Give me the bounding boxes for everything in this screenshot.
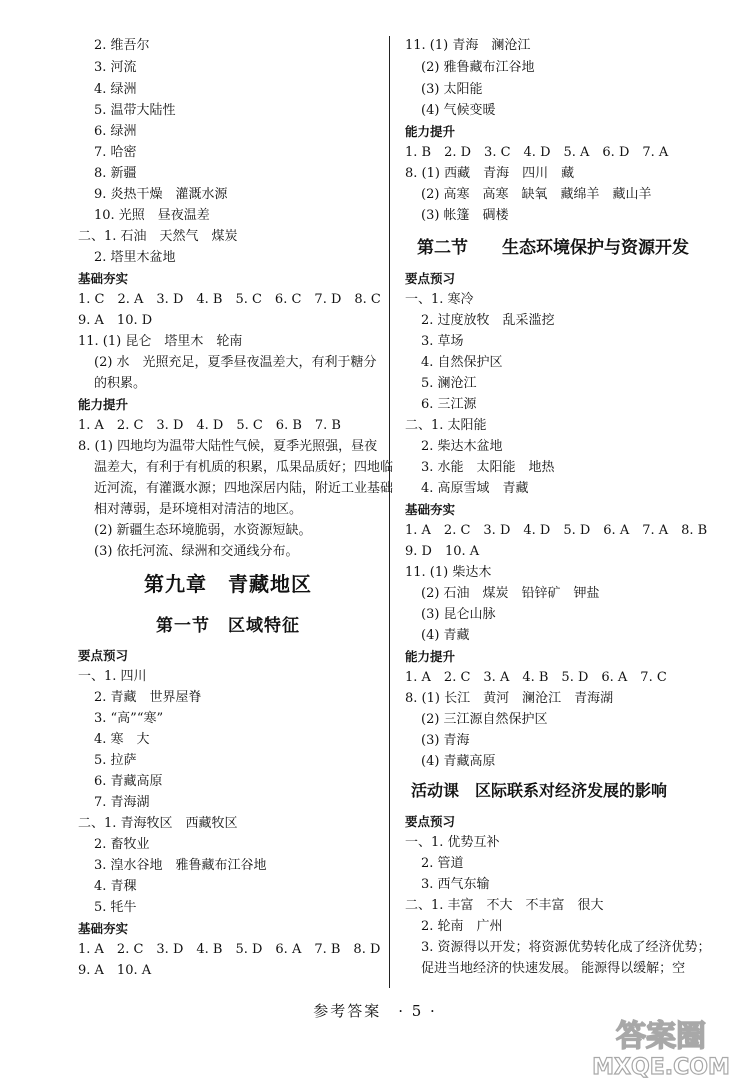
section-label-nengli: 能力提升	[78, 397, 129, 412]
answer-line: (3) 太阳能	[421, 82, 483, 97]
answer-line: 11. (1) 柴达木	[405, 565, 492, 580]
answer-line: 6. 三江源	[421, 397, 477, 412]
answer-line: 1. A 2. C 3. D 4. B 5. D 6. A 7. B 8. D	[78, 942, 381, 957]
answer-line: 1. C 2. A 3. D 4. B 5. C 6. C 7. D 8. C	[78, 292, 381, 307]
answer-line: 一、1. 四川	[78, 669, 147, 684]
answer-line: 4. 青稞	[94, 879, 137, 894]
answer-line: 2. 轮南 广州	[421, 919, 503, 934]
answer-line: 4. 自然保护区	[421, 355, 503, 370]
answer-line: 2. 管道	[421, 856, 464, 871]
answer-line: 4. 寒 大	[94, 732, 150, 747]
answer-line: 3. 水能 太阳能 地热	[421, 460, 555, 475]
answer-line: 5. 温带大陆性	[94, 103, 176, 118]
answer-line: 3. 西气东输	[421, 877, 490, 892]
answer-line: 2. 过度放牧 乱采滥挖	[421, 313, 555, 328]
activity-heading: 活动课 区际联系对经济发展的影响	[411, 781, 668, 800]
answer-line: 1. B 2. D 3. C 4. D 5. A 6. D 7. A	[405, 145, 669, 160]
answer-line: 二、1. 青海牧区 西藏牧区	[78, 816, 238, 831]
section-label-jichu: 基础夯实	[405, 502, 456, 517]
chapter-heading: 第九章 青藏地区	[144, 572, 312, 596]
answer-line: 二、1. 石油 天然气 煤炭	[78, 229, 238, 244]
answer-line: (2) 新疆生态环境脆弱，水资源短缺。	[94, 523, 312, 538]
answer-line: 3. 资源得以开发；将资源优势转化成了经济优势；	[421, 940, 711, 955]
answer-line: 1. A 2. C 3. D 4. D 5. D 6. A 7. A 8. B	[405, 523, 708, 538]
answer-line: 的积累。	[94, 376, 147, 391]
answer-line: 1. A 2. C 3. D 4. D 5. C 6. B 7. B	[78, 418, 341, 433]
answer-line: 2. 塔里木盆地	[94, 250, 176, 265]
answer-line: (3) 依托河流、绿洲和交通线分布。	[94, 544, 299, 559]
section-label-nengli: 能力提升	[405, 649, 456, 664]
column-divider	[389, 36, 390, 988]
answer-line: (3) 帐篷 碉楼	[421, 208, 509, 223]
answer-line: 5. 牦牛	[94, 900, 137, 915]
answer-line: 4. 高原雪域 青藏	[421, 481, 529, 496]
answer-line: 2. 青藏 世界屋脊	[94, 690, 202, 705]
answer-line: 9. D 10. A	[405, 544, 480, 559]
answer-line: 6. 青藏高原	[94, 774, 163, 789]
answer-line: 一、1. 寒冷	[405, 292, 474, 307]
answer-line: (2) 三江源自然保护区	[421, 712, 548, 727]
answer-line: 3. 湟水谷地 雅鲁藏布江谷地	[94, 858, 267, 873]
page-footer: 参考答案 · 5 ·	[313, 1002, 437, 1020]
svg-text:MXQE.COM: MXQE.COM	[592, 1055, 730, 1080]
answer-line: 11. (1) 青海 澜沧江	[405, 38, 531, 53]
svg-text:答案圈: 答案圈	[616, 1019, 706, 1054]
answer-line: (4) 青藏	[421, 628, 470, 643]
answer-line: 相对薄弱，是环境相对清洁的地区。	[94, 502, 303, 517]
answer-line: 近河流，有灌溉水源；四地深居内陆，附近工业基础	[94, 481, 394, 496]
answer-line: (4) 气候变暖	[421, 103, 496, 118]
answer-line: 9. A 10. D	[78, 313, 153, 328]
section-label-yaodian: 要点预习	[78, 648, 129, 663]
watermark-logo	[586, 1012, 736, 1082]
answer-line: 7. 哈密	[94, 145, 137, 160]
answer-line: 8. (1) 四地均为温带大陆性气候，夏季光照强，昼夜	[78, 439, 378, 454]
section-label-nengli: 能力提升	[405, 124, 456, 139]
answer-line: 7. 青海湖	[94, 795, 150, 810]
answer-line: (2) 石油 煤炭 铅锌矿 钾盐	[421, 586, 600, 601]
section-label-yaodian: 要点预习	[405, 814, 456, 829]
answer-line: (4) 青藏高原	[421, 754, 496, 769]
answer-line: 二、1. 太阳能	[405, 418, 487, 433]
answer-line: 3. 草场	[421, 334, 464, 349]
section-heading: 第二节 生态环境保护与资源开发	[417, 238, 689, 258]
answer-line: 5. 澜沧江	[421, 376, 477, 391]
answer-line: 3. “高”“寒”	[94, 711, 164, 726]
answer-line: 1. A 2. C 3. A 4. B 5. D 6. A 7. C	[405, 670, 667, 685]
answer-line: 11. (1) 昆仑 塔里木 轮南	[78, 334, 243, 349]
section-label-jichu: 基础夯实	[78, 271, 129, 286]
answer-line: 8. (1) 西藏 青海 四川 藏	[405, 166, 575, 181]
answer-line: 温差大，有利于有机质的积累，瓜果品质好；四地临	[94, 460, 394, 475]
answer-line: 9. A 10. A	[78, 963, 152, 978]
section-label-jichu: 基础夯实	[78, 921, 129, 936]
section-label-yaodian: 要点预习	[405, 271, 456, 286]
answer-line: 5. 拉萨	[94, 753, 137, 768]
answer-line: (2) 水 光照充足，夏季昼夜温差大，有利于糖分	[94, 355, 377, 370]
answer-line: (3) 昆仑山脉	[421, 607, 496, 622]
answer-line: 8. 新疆	[94, 166, 137, 181]
answer-line: (3) 青海	[421, 733, 470, 748]
answer-line: 3. 河流	[94, 60, 137, 75]
answer-line: 2. 柴达木盆地	[421, 439, 503, 454]
answer-line: 8. (1) 长江 黄河 澜沧江 青海湖	[405, 691, 614, 706]
answer-line: 2. 维吾尔	[94, 38, 150, 53]
answer-line: (2) 雅鲁藏布江谷地	[421, 60, 535, 75]
answer-line: 促进当地经济的快速发展。 能源得以缓解；空	[421, 961, 686, 976]
answer-line: 9. 炎热干燥 灌溉水源	[94, 187, 228, 202]
answer-line: 10. 光照 昼夜温差	[94, 208, 210, 223]
answer-line: 4. 绿洲	[94, 82, 137, 97]
answer-line: (2) 高寒 高寒 缺氧 藏绵羊 藏山羊	[421, 187, 652, 202]
answer-line: 一、1. 优势互补	[405, 835, 500, 850]
answer-line: 6. 绿洲	[94, 124, 137, 139]
answer-line: 2. 畜牧业	[94, 837, 150, 852]
section-heading: 第一节 区域特征	[156, 616, 300, 636]
answer-line: 二、1. 丰富 不大 不丰富 很大	[405, 898, 604, 913]
